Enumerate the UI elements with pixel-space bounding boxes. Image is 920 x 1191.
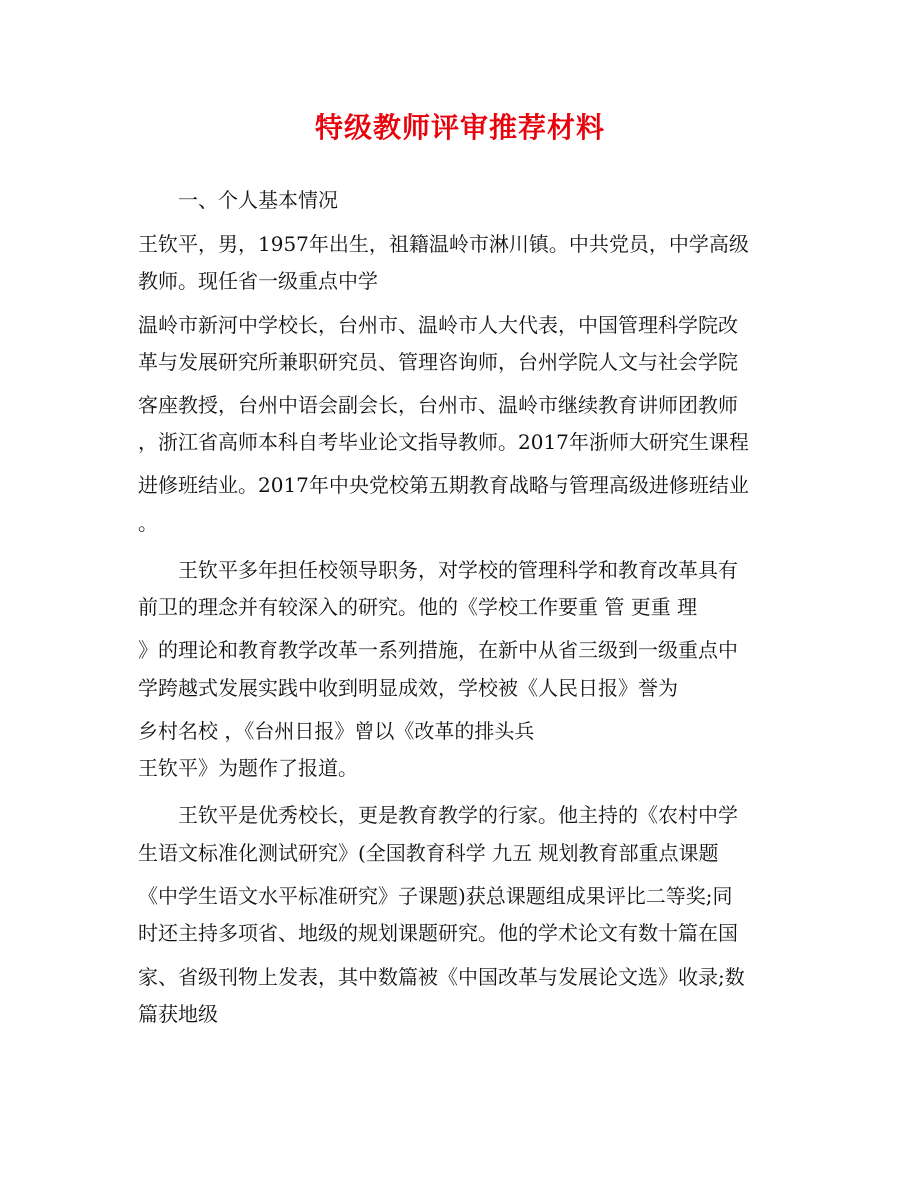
paragraph2-line: 前卫的理念并有较深入的研究。他的《学校工作要重 管 更重 理 xyxy=(138,595,698,619)
paragraph3-line: 生语文标准化测试研究》(全国教育科学 九五 规划教育部重点课题 xyxy=(138,841,719,865)
paragraph1-line: 教师。现任省一级重点中学 xyxy=(138,269,378,293)
paragraph2-line: 乡村名校 ，《台州日报》曾以《改革的排头兵 xyxy=(138,719,535,743)
paragraph2-line: 王钦平多年担任校领导职务，对学校的管理科学和教育改革具有 xyxy=(178,558,738,582)
paragraph1-line: 革与发展研究所兼职研究员、管理咨询师，台州学院人文与社会学院 xyxy=(138,350,738,374)
paragraph2-line: 王钦平》为题作了报道。 xyxy=(138,756,358,780)
paragraph3-line: 家、省级刊物上发表，其中数篇被《中国改革与发展论文选》收录;数 xyxy=(138,965,745,989)
section-heading: 一、个人基本情况 xyxy=(178,188,338,212)
paragraph1-line: 王钦平，男，1957年出生，祖籍温岭市淋川镇。中共党员，中学高级 xyxy=(138,232,749,256)
paragraph3-line: 《中学生语文水平标准研究》子课题)获总课题组成果评比二等奖;同 xyxy=(138,884,733,908)
document-title: 特级教师评审推荐材料 xyxy=(314,111,605,144)
paragraph1-line: ，浙江省高师本科自考毕业论文指导教师。2017年浙师大研究生课程 xyxy=(138,430,749,454)
paragraph3-line: 篇获地级 xyxy=(138,1002,218,1026)
paragraph1-line: 。 xyxy=(138,511,158,535)
paragraph2-line: 》的理论和教育教学改革一系列措施，在新中从省三级到一级重点中 xyxy=(138,638,738,662)
paragraph3-line: 时还主持多项省、地级的规划课题研究。他的学术论文有数十篇在国 xyxy=(138,921,738,945)
paragraph2-line: 学跨越式发展实践中收到明显成效，学校被《人民日报》誉为 xyxy=(138,676,678,700)
paragraph1-line: 客座教授，台州中语会副会长，台州市、温岭市继续教育讲师团教师 xyxy=(138,393,738,417)
paragraph1-line: 进修班结业。2017年中央党校第五期教育战略与管理高级进修班结业 xyxy=(138,473,749,497)
paragraph1-line: 温岭市新河中学校长，台州市、温岭市人大代表，中国管理科学院改 xyxy=(138,313,738,337)
paragraph3-line: 王钦平是优秀校长，更是教育教学的行家。他主持的《农村中学 xyxy=(178,803,738,827)
